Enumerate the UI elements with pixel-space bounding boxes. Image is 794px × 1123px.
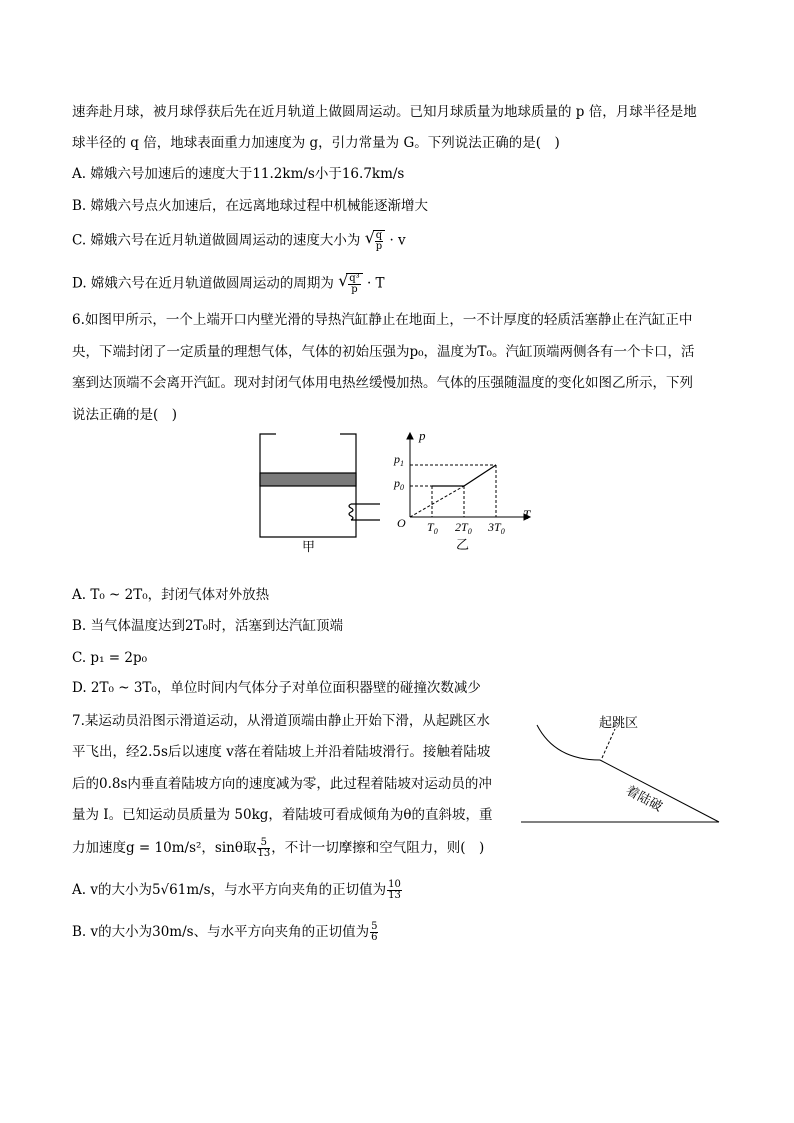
q6-option-d: D. 2T₀ ~ 3T₀，单位时间内气体分子对单位面积器壁的碰撞次数减少: [72, 680, 481, 696]
q7-option-a-text: A. v的大小为5√61m/s，与水平方向夹角的正切值为: [72, 882, 387, 898]
origin-label: O: [397, 516, 406, 530]
fig-jia-label: 甲: [302, 539, 316, 554]
q6-stem-line2: 央，下端封闭了一定质量的理想气体，气体的初始压强为p₀，温度为T₀。汽缸顶端两侧各有一个卡口，活: [72, 344, 695, 360]
t-axis-label: T: [523, 507, 531, 522]
q6-stem-line4: 说法正确的是( ): [72, 407, 178, 423]
q7-stem-line5-b: ，不计一切摩擦和空气阻力，则( ): [271, 840, 485, 856]
p-axis-arrow: [407, 433, 413, 439]
q6-option-c: C. p₁ = 2p₀: [72, 650, 148, 666]
p1-label: $p_1$: [394, 452, 404, 468]
cylinder-figure: [250, 430, 390, 555]
fig-yi-label: 乙: [456, 537, 470, 552]
p-axis-label: p: [419, 428, 426, 443]
q7-sin-num: 5: [257, 838, 270, 849]
q5-option-c-tail: · v: [389, 232, 406, 249]
q5-option-a: A. 嫦娥六号加速后的速度大于11.2km/s小于16.7km/s: [72, 166, 405, 182]
t0-tick: $T_0$: [427, 520, 438, 536]
3t0-tick: $3T_0$: [488, 520, 505, 536]
heating-coil: [349, 504, 353, 520]
q6-option-b: B. 当气体温度达到2T₀时，活塞到达汽缸顶端: [72, 618, 344, 634]
q5-option-c-text: C. 嫦娥六号在近月轨道做圆周运动的速度大小为: [72, 232, 361, 249]
q7-stem-line1: 7.某运动员沿图示滑道运动，从滑道顶端由静止开始下滑，从起跳区水: [72, 713, 490, 729]
q7-stem-line5: [72, 838, 484, 859]
q7-stem-line5-a: 力加速度g = 10m/s²，sinθ取: [72, 840, 257, 856]
q5-option-c-num: q: [375, 230, 383, 241]
q7-option-b-fraction: [370, 922, 378, 943]
q5-option-d: [72, 273, 385, 295]
q5-option-c-sqrt: √ $\frac{q}{p}$: [365, 230, 385, 252]
landing-slope-label: 着陆破: [623, 782, 666, 814]
q5-stem-line1: 速奔赴月球，被月球俘获后先在近月轨道上做圆周运动。已知月球质量为地球质量的 p 倍，月球半径是地: [72, 104, 697, 120]
q5-option-d-sqrt: √ $\frac{\text{q³}}{p}$: [338, 273, 362, 295]
q5-option-d-tail: · T: [366, 275, 385, 292]
landing-slope: [600, 760, 719, 822]
q7-option-b-num: 5: [371, 921, 378, 932]
q7-sin-fraction: [257, 838, 270, 859]
q5-stem-line2: 球半径的 q 倍，地球表面重力加速度为 g，引力常量为 G。下列说法正确的是( ): [72, 135, 560, 151]
q7-option-a: [72, 880, 403, 901]
dashed-origin-line: [410, 486, 464, 517]
piston: [260, 473, 356, 486]
q7-option-a-den: 13: [388, 890, 401, 901]
q6-stem-line1: 6.如图甲所示，一个上端开口内壁光滑的导热汽缸静止在地面上，一不计厚度的轻质活塞静止在汽缸正中: [72, 312, 693, 328]
q7-option-b-text: B. v的大小为30m/s、与水平方向夹角的正切值为: [72, 924, 370, 940]
q5-option-d-den: p: [351, 284, 358, 295]
q7-option-a-fraction: [387, 880, 402, 901]
q7-stem-line4: 量为 I。已知运动员质量为 50kg，着陆坡可看成倾角为θ的直斜坡，重: [72, 807, 493, 823]
q7-sin-den: 13: [257, 848, 271, 859]
q5-option-b: B. 嫦娥六号点火加速后，在远离地球过程中机械能逐渐增大: [72, 198, 429, 214]
q7-stem-line3: 后的0.8s内垂直着陆坡方向的速度减为零，此过程着陆坡对运动员的冲: [72, 776, 492, 792]
q5-option-d-text: D. 嫦娥六号在近月轨道做圆周运动的周期为: [72, 275, 334, 292]
q7-option-b: [72, 922, 379, 943]
q6-option-a: A. T₀ ~ 2T₀，封闭气体对外放热: [72, 587, 270, 603]
pt-graph: [392, 425, 542, 555]
q7-stem-line2: 平飞出，经2.5s后以速度 v落在着陆坡上并沿着陆坡滑行。接触着陆坡: [72, 744, 491, 760]
q5-option-d-num: q³: [349, 273, 360, 284]
q7-option-b-den: 6: [371, 932, 378, 943]
ski-slope-figure: [515, 705, 730, 830]
q6-stem-line3: 塞到达顶端不会离开汽缸。现对封闭气体用电热丝缓慢加热。气体的压强随温度的变化如图乙所示，下列: [72, 375, 693, 391]
q7-option-a-num: 10: [388, 879, 401, 890]
takeoff-ramp: [537, 725, 600, 760]
isochoric-segment: [464, 465, 496, 486]
takeoff-pointer: [602, 729, 615, 758]
takeoff-zone-label: 起跳区: [599, 715, 639, 730]
p0-label: $p_0$: [394, 476, 404, 492]
q5-option-c-den: p: [375, 241, 383, 252]
q5-option-c: [72, 230, 406, 252]
2t0-tick: $2T_0$: [455, 520, 472, 536]
